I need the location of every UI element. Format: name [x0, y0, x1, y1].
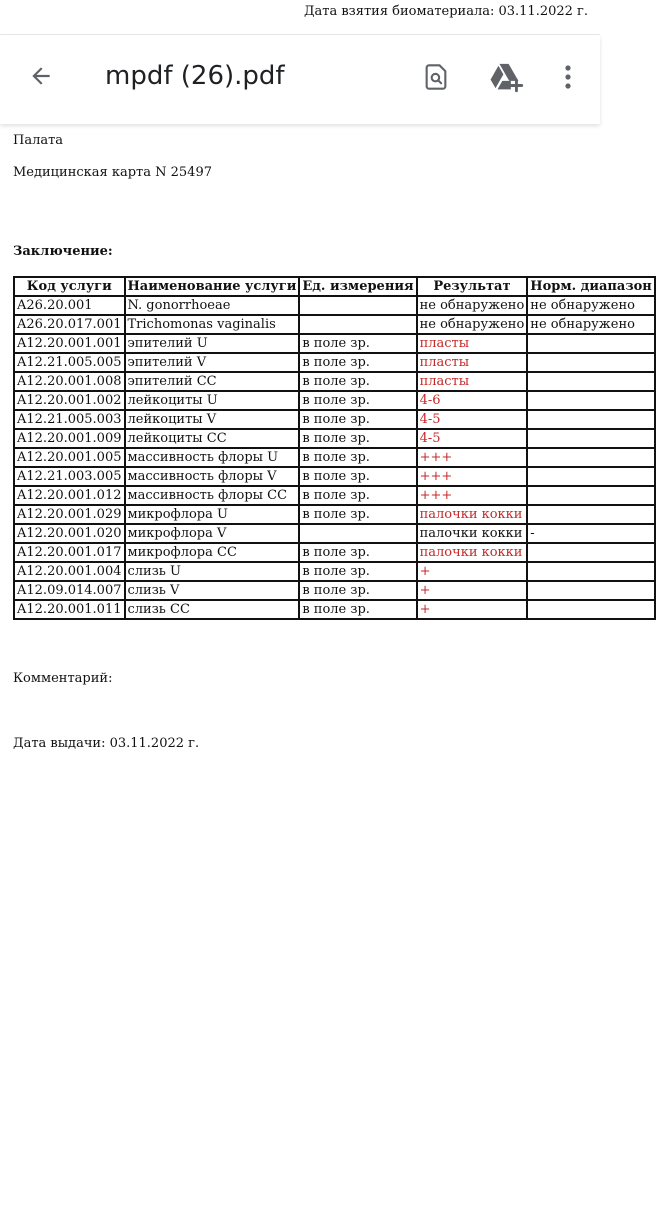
table-row	[14, 410, 655, 429]
cell-name: слизь CC	[125, 600, 300, 619]
cell-name: лейкоциты V	[125, 410, 300, 429]
medical-card-number: Медицинская карта N 25497	[13, 165, 212, 180]
cell-name: слизь V	[125, 581, 300, 600]
cell-norm	[527, 486, 655, 505]
cell-norm	[527, 410, 655, 429]
arrow-back-icon	[28, 63, 54, 89]
table-row	[14, 486, 655, 505]
header-unit: Ед. измерения	[299, 277, 416, 296]
cell-unit: в поле зр.	[299, 467, 416, 486]
document-title: mpdf (26).pdf	[105, 61, 285, 91]
cell-norm: -	[527, 524, 655, 543]
cell-name: эпителий U	[125, 334, 300, 353]
cell-code: A26.20.001	[14, 296, 125, 315]
cell-name: эпителий CC	[125, 372, 300, 391]
cell-result: не обнаружено	[417, 296, 528, 315]
cell-norm	[527, 467, 655, 486]
table-row	[14, 429, 655, 448]
cell-norm	[527, 505, 655, 524]
cell-name: массивность флоры V	[125, 467, 300, 486]
cell-unit: в поле зр.	[299, 562, 416, 581]
table-row	[14, 448, 655, 467]
conclusion-label: Заключение:	[13, 244, 113, 259]
cell-code: A12.20.001.005	[14, 448, 125, 467]
cell-unit: в поле зр.	[299, 429, 416, 448]
cell-code: A12.20.001.017	[14, 543, 125, 562]
cell-result: +	[417, 562, 528, 581]
table-row	[14, 334, 655, 353]
header-norm: Норм. диапазон	[527, 277, 655, 296]
back-button[interactable]	[24, 59, 58, 93]
cell-norm	[527, 600, 655, 619]
pdf-page-content	[0, 124, 652, 1232]
table-row	[14, 600, 655, 619]
cell-code: A12.20.001.029	[14, 505, 125, 524]
header-name: Наименование услуги	[125, 277, 300, 296]
cell-code: A12.09.014.007	[14, 581, 125, 600]
cell-result: 4-5	[417, 410, 528, 429]
cell-result: не обнаружено	[417, 315, 528, 334]
cell-code: A12.20.001.020	[14, 524, 125, 543]
cell-norm	[527, 372, 655, 391]
cell-result: палочки кокки	[417, 505, 528, 524]
cell-result: пласты	[417, 353, 528, 372]
cell-name: микрофлора U	[125, 505, 300, 524]
cell-result: 4-6	[417, 391, 528, 410]
cell-name: микрофлора CC	[125, 543, 300, 562]
cell-unit	[299, 296, 416, 315]
cell-norm	[527, 353, 655, 372]
cell-unit	[299, 315, 416, 334]
ward-label: Палата	[13, 133, 64, 148]
cell-result: +++	[417, 486, 528, 505]
cell-code: A12.21.005.005	[14, 353, 125, 372]
table-row	[14, 524, 655, 543]
cell-result: палочки кокки	[417, 524, 528, 543]
document-search-icon	[422, 63, 450, 91]
cell-result: +	[417, 600, 528, 619]
cell-norm	[527, 429, 655, 448]
cell-result: +++	[417, 467, 528, 486]
comment-label: Комментарий:	[13, 671, 113, 686]
table-row	[14, 505, 655, 524]
cell-name: массивность флоры CC	[125, 486, 300, 505]
cell-code: A12.21.003.005	[14, 467, 125, 486]
cell-unit: в поле зр.	[299, 600, 416, 619]
header-result: Результат	[417, 277, 528, 296]
cell-code: A12.20.001.001	[14, 334, 125, 353]
cell-result: пласты	[417, 334, 528, 353]
table-row	[14, 467, 655, 486]
table-row	[14, 391, 655, 410]
cell-result: палочки кокки	[417, 543, 528, 562]
cell-norm	[527, 562, 655, 581]
cell-norm: не обнаружено	[527, 296, 655, 315]
cell-unit: в поле зр.	[299, 448, 416, 467]
header-code: Код услуги	[14, 277, 125, 296]
table-row	[14, 353, 655, 372]
cell-name: N. gonorrhoeae	[125, 296, 300, 315]
issue-date: Дата выдачи: 03.11.2022 г.	[13, 736, 200, 751]
cell-name: микрофлора V	[125, 524, 300, 543]
table-row	[14, 372, 655, 391]
cell-code: A12.20.001.004	[14, 562, 125, 581]
cell-unit: в поле зр.	[299, 543, 416, 562]
cell-code: A12.20.001.008	[14, 372, 125, 391]
cell-norm	[527, 581, 655, 600]
cell-name: слизь U	[125, 562, 300, 581]
table-row	[14, 315, 655, 334]
pdf-viewer-toolbar	[0, 35, 600, 124]
cell-norm	[527, 543, 655, 562]
cell-unit: в поле зр.	[299, 581, 416, 600]
cell-unit: в поле зр.	[299, 505, 416, 524]
sample-date-text: Дата взятия биоматериала: 03.11.2022 г.	[303, 4, 588, 19]
cell-unit: в поле зр.	[299, 334, 416, 353]
add-to-drive-button[interactable]	[486, 57, 526, 97]
cell-norm	[527, 391, 655, 410]
cell-unit: в поле зр.	[299, 486, 416, 505]
cell-unit: в поле зр.	[299, 372, 416, 391]
cell-name: лейкоциты CC	[125, 429, 300, 448]
cell-name: эпителий V	[125, 353, 300, 372]
cell-code: A12.20.001.012	[14, 486, 125, 505]
results-table-body	[14, 296, 655, 619]
cell-unit: в поле зр.	[299, 353, 416, 372]
find-in-document-button[interactable]	[416, 57, 456, 97]
cell-norm: не обнаружено	[527, 315, 655, 334]
more-options-button[interactable]	[548, 57, 588, 97]
cell-unit	[299, 524, 416, 543]
table-row	[14, 543, 655, 562]
table-row	[14, 562, 655, 581]
cell-norm	[527, 448, 655, 467]
more-vert-icon	[564, 64, 572, 90]
document-top-strip	[0, 0, 600, 35]
cell-name: массивность флоры U	[125, 448, 300, 467]
table-row	[14, 296, 655, 315]
cell-result: +++	[417, 448, 528, 467]
cell-unit: в поле зр.	[299, 391, 416, 410]
cell-result: +	[417, 581, 528, 600]
cell-result: 4-5	[417, 429, 528, 448]
cell-norm	[527, 334, 655, 353]
cell-code: A12.20.001.009	[14, 429, 125, 448]
table-header-row	[14, 277, 655, 296]
cell-name: Trichomonas vaginalis	[125, 315, 300, 334]
table-row	[14, 581, 655, 600]
cell-name: лейкоциты U	[125, 391, 300, 410]
results-table	[13, 276, 656, 620]
cell-code: A12.20.001.011	[14, 600, 125, 619]
cell-unit: в поле зр.	[299, 410, 416, 429]
cell-code: A26.20.017.001	[14, 315, 125, 334]
add-to-drive-icon	[489, 62, 523, 92]
cell-code: A12.21.005.003	[14, 410, 125, 429]
cell-result: пласты	[417, 372, 528, 391]
cell-code: A12.20.001.002	[14, 391, 125, 410]
